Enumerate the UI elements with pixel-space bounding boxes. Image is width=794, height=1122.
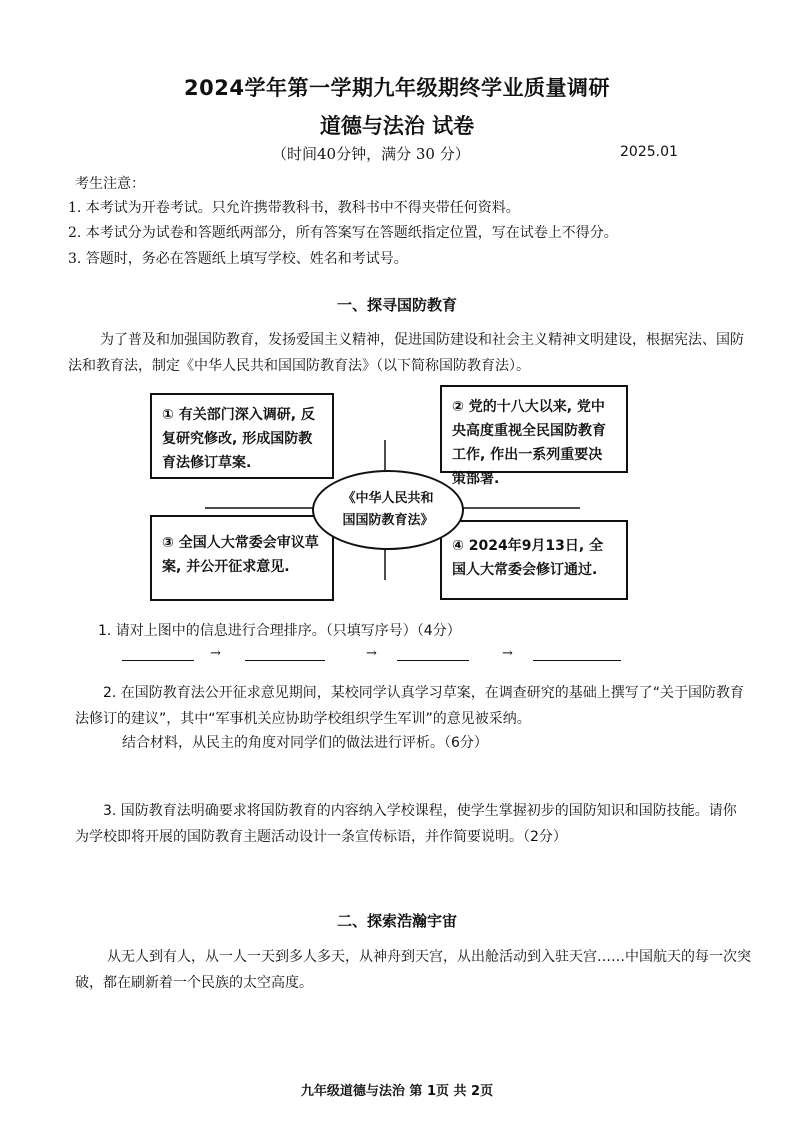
answer-blank[interactable] [533,660,621,661]
exam-date: 2025.01 [620,144,678,160]
section-intro: 从无人到有人，从一人一天到多人多天，从神舟到天宫，从出舱活动到入驻天宫……中国航天的每一次突破，都在刷新着一个民族的太空高度。 [75,949,751,991]
diagram-center-line: 国国防教育法》 [342,513,434,528]
notice-item: 3. 答题时，务必在答题纸上填写学校、姓名和考试号。 [68,251,408,267]
section-title: 一、探寻国防教育 [336,296,457,314]
section-title: 二、探索浩瀚宇宙 [336,912,457,930]
section-intro: 为了普及和加强国防教育，发扬爱国主义精神，促进国防建设和社会主义精神文明建设，根据宪法、国防法和教育法，制定《中华人民共和国国防教育法》（以下简称国防教育法）。 [68,332,744,374]
page-footer: 九年级道德与法治 第 1页 共 2页 [300,1084,494,1099]
diagram-box-4: ④ 2024年9月13日, 全国人大常委会修订通过. [440,520,628,600]
exam-subject-title: 道德与法治 试卷 [319,114,475,138]
answer-blank[interactable] [245,660,325,661]
exam-time-info: （时间40分钟，满分 30 分） [272,145,470,163]
question-2: 2. 在国防教育法公开征求意见期间，某校同学认真学习草案，在调查研究的基础上撰写了“关于国防教育法修订的建议”，其中“军事机关应协助学校组织学生军训”的意见被采纳。 [75,685,745,727]
question-1: 1. 请对上图中的信息进行合理排序。（只填写序号）（4分） [98,623,461,639]
arrow-icon: → [366,646,377,661]
notice-item: 1. 本考试为开卷考试。只允许携带教科书，教科书中不得夹带任何资料。 [68,200,520,216]
question-3: 3. 国防教育法明确要求将国防教育的内容纳入学校课程，使学生掌握初步的国防知识和国防技能。请你为学校即将开展的国防教育主题活动设计一条宣传标语，并作简要说明。（2分） [75,803,737,845]
diagram-box-2: ② 党的十八大以来, 党中央高度重视全民国防教育工作, 作出一系列重要决策部署. [440,385,628,473]
question-2-task: 结合材料，从民主的角度对同学们的做法进行评析。（6分） [122,735,488,751]
arrow-icon: → [502,646,513,661]
diagram-box-3: ③ 全国人大常委会审议草案, 并公开征求意见. [150,515,334,601]
diagram-box-1: ① 有关部门深入调研, 反复研究修改, 形成国防教育法修订草案. [150,393,334,479]
diagram-center-ellipse [312,470,464,550]
diagram-center-line: 《中华人民共和 [342,491,434,506]
answer-blank[interactable] [397,660,469,661]
arrow-icon: → [210,646,221,661]
exam-title: 2024学年第一学期九年级期终学业质量调研 [184,76,610,100]
notice-item: 2. 本考试分为试卷和答题纸两部分，所有答案写在答题纸指定位置，写在试卷上不得分。 [68,225,618,241]
notice-heading: 考生注意： [75,176,145,192]
answer-blank[interactable] [122,660,194,661]
